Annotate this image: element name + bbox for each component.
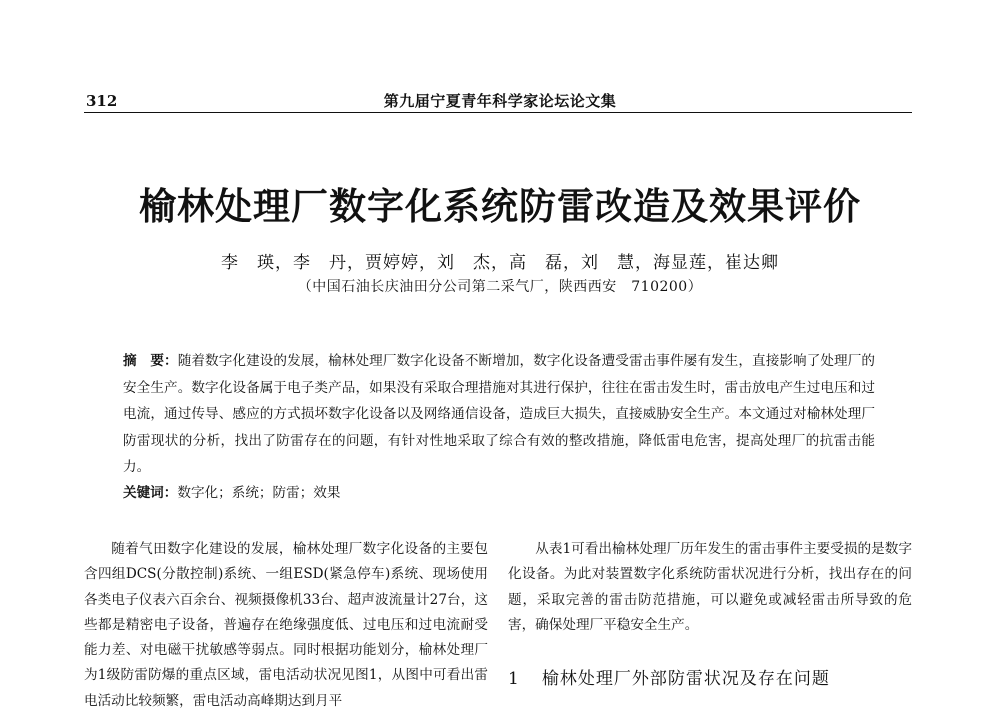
article-title: 榆林处理厂数字化系统防雷改造及效果评价 <box>139 184 861 228</box>
body-left-column: 随着气田数字化建设的发展，榆林处理厂数字化设备的主要包含四组DCS(分散控制)系统、一组ESD(紧急停车)系统、现场使用各类电子仪表六百余台、视频摄像机33台、超声波流量计27台，这些都是精密电子设备，普遍存在绝缘强度低、过电压和过电流耐受能力差、对电磁干扰敏感等弱点。同时根据功能划分，榆林处理厂为1级防雷防爆的重点区域，雷电活动状况见图1，从图中可看出雷电活动比较频繁，雷电活动高峰期达到月平 <box>84 541 488 709</box>
author-list: 李 瑛，李 丹，贾婷婷，刘 杰，高 磊，刘 慧，海显莲，崔达卿 <box>221 253 779 273</box>
body-right-column: 从表1可看出榆林处理厂历年发生的雷击事件主要受损的是数字化设备。为此对装置数字化系统防雷状况进行分析，找出存在的问题，采取完善的雷击防范措施，可以避免或减轻雷击所导致的危害，确保处理厂平稳安全生产。 <box>508 541 912 633</box>
abstract-text: 随着数字化建设的发展，榆林处理厂数字化设备不断增加，数字化设备遭受雷击事件屡有发生，直接影响了处理厂的安全生产。数字化设备属于电子类产品，如果没有采取合理措施对其进行保护，往往在雷击发生时，雷击放电产生过电压和过电流，通过传导、感应的方式损坏数字化设备以及网络通信设备，造成巨大损失，直接威胁安全生产。本文通过对榆林处理厂防雷现状的分析，找出了防雷存在的问题，有针对性地采取了综合有效的整改措施，降低雷电危害，提高处理厂的抗雷击能力。 <box>123 353 876 475</box>
keywords-text: 数字化；系统；防雷；效果 <box>177 485 341 501</box>
section-heading <box>508 664 830 689</box>
running-head: 第九届宁夏青年科学家论坛论文集 <box>383 92 617 110</box>
affiliation: （中国石油长庆油田分公司第二采气厂，陕西西安 710200） <box>297 279 703 295</box>
section-number: 1 <box>508 669 520 689</box>
section-title: 榆林处理厂外部防雷状况及存在问题 <box>541 669 830 689</box>
abstract-label: 摘 要： <box>123 353 178 369</box>
keywords <box>123 480 875 506</box>
abstract <box>123 348 875 481</box>
page-number: 312 <box>86 92 118 110</box>
header-rule <box>84 112 912 113</box>
keywords-label: 关键词： <box>123 485 178 501</box>
